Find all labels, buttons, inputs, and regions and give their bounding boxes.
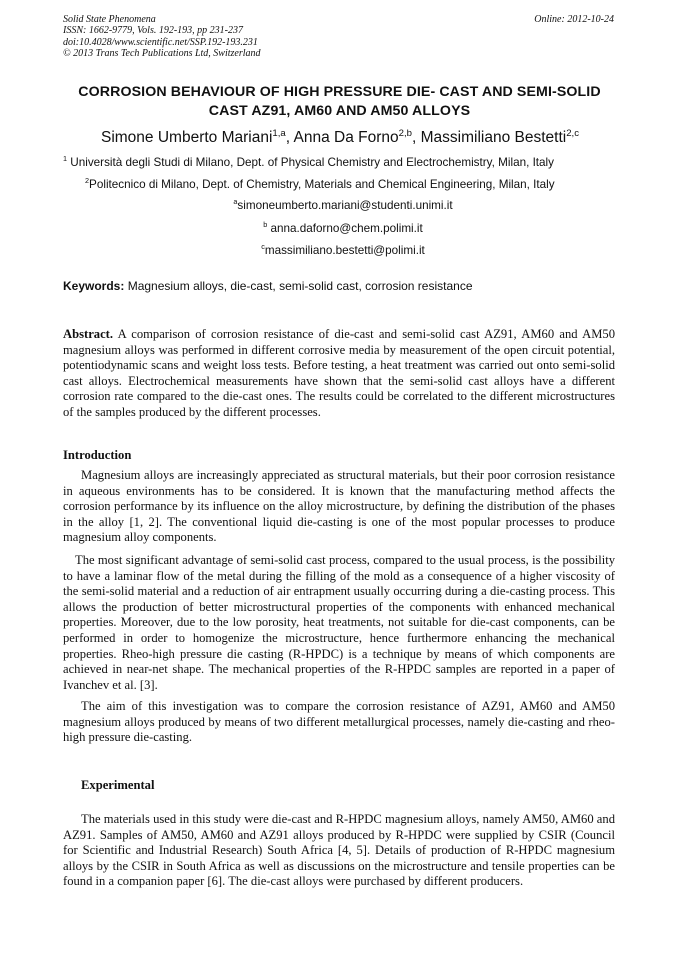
introduction-heading: Introduction [63,448,132,462]
author-sup: 1,a [272,127,286,139]
experimental-heading: Experimental [81,778,155,792]
experimental-paragraph-1 [63,812,615,890]
affiliation-1 [63,156,554,170]
issn-line: ISSN: 1662-9779, Vols. 192-193, pp 231-237 [63,25,243,37]
introduction-paragraph-1 [63,468,615,546]
paragraph-text: The materials used in this study were die-cast and R-HPDC magnesium alloys, namely AM50, AM60 and AZ91. Samples of AM50, AM60 and AZ91 alloys produced by R-HPDC were supplied by CSIR (Council for Scientific and Industrial Research) South Africa [4, 5]. Details of production of R-HPDC magnesium alloys by the CSIR in South Africa as well as discussions on the microstructure and tensile properties can be found in a companion paper [6]. The die-cast alloys were purchased by different producers. [63,812,615,889]
author-separator: , [285,129,294,146]
email-sup: b [263,220,268,230]
author-list [40,128,640,147]
email-sup: c [261,242,265,252]
keywords [63,279,615,294]
affiliation-sup: 2 [85,176,90,186]
introduction-paragraph-2 [63,553,615,693]
email-sup: a [233,197,238,207]
abstract-text: A comparison of corrosion resistance of die-cast and semi-solid cast AZ91, AM60 and AM50 magnesium alloys was performed in different corrosive media by measurement of the open circuit potential, potentiodynamic scans and weight loss tests. Before testing, a heat treatment was carried out onto semi-solid cast alloys. Electrochemical measurements have shown that the semi-solid cast alloys have a different corrosion rate compared to the die-cast ones. The results could be correlated to the different microstructures of the samples produced by the different processes. [63,327,615,419]
abstract-label: Abstract. [63,327,114,341]
doi-line: doi:10.4028/www.scientific.net/SSP.192-193.231 [63,36,258,48]
online-date: Online: 2012-10-24 [534,14,614,25]
author-name: Anna Da Forno [293,129,399,146]
email-address[interactable]: anna.daforno@chem.polimi.it [270,222,423,235]
journal-header [63,14,261,60]
paragraph-text: Magnesium alloys are increasingly appreciated as structural materials, but their poor corrosion resistance in aqueous environments has to be considered. It is known that the manufacturing method affects the corrosion performance by its influence on the alloy microstructure, by defining the distribution of the phases in the alloy [1, 2]. The conventional liquid die-casting is one of the most popular processes to produce magnesium alloy components. [63,468,615,545]
email-c[interactable] [4,244,678,258]
paragraph-text: The aim of this investigation was to compare the corrosion resistance of AZ91, AM60 and AM50 magnesium alloys produced by means of two different metallurgical processes, namely die-casting and rheo-high pressure die-casting. [63,699,615,745]
affiliation-text: Università degli Studi di Milano, Dept. of Physical Chemistry and Electrochemistry, Milan, Italy [70,156,554,169]
author-name: Simone Umberto Mariani [100,129,273,146]
affiliation-text: Politecnico di Milano, Dept. of Chemistry, Materials and Chemical Engineering, Milan, Italy [89,178,555,191]
email-address[interactable]: massimiliano.bestetti@polimi.it [264,244,425,257]
affiliation-2 [85,178,555,192]
author-name: Massimiliano Bestetti [420,129,567,146]
affiliation-sup: 1 [63,154,68,164]
paper-title: CORROSION BEHAVIOUR OF HIGH PRESSURE DIE- CAST AND SEMI-SOLID CAST AZ91, AM60 AND AM50 ALLOYS [78,84,601,119]
abstract [63,327,615,421]
email-b[interactable] [4,222,678,236]
introduction-paragraph-3 [63,699,615,746]
email-address[interactable]: simoneumberto.mariani@studenti.unimi.it [237,199,453,212]
copyright-line: © 2013 Trans Tech Publications Ltd, Switzerland [63,48,261,60]
paragraph-text: The most significant advantage of semi-solid cast process, compared to the usual process, is the possibility to have a laminar flow of the metal during the filling of the mold as a consequence of a higher viscosity of the semi-solid material and a reduction of air entrapment usually occurring during a die-casting process. This allows the production of better microstructural properties of the components with enhanced mechanical properties. Moreover, due to the low porosity, heat treatments, not suitable for die-cast components, can be performed in order to homogenize the microstructure, hence furthermore enhancing the mechanical properties. Rheo-high pressure die casting (R-HPDC) is a technique by means of which components are achieved in near-net shape. The mechanical properties of the R-HPDC samples are reported in a paper of Ivanchev et al. [3]. [63,553,615,692]
journal-name: Solid State Phenomena [63,14,156,25]
keywords-label: Keywords: [63,279,125,293]
author-separator: , [412,129,421,146]
author-sup: 2,b [398,127,412,139]
email-a[interactable] [4,199,678,213]
author-sup: 2,c [566,127,580,139]
keywords-text: Magnesium alloys, die-cast, semi-solid cast, corrosion resistance [127,279,473,293]
